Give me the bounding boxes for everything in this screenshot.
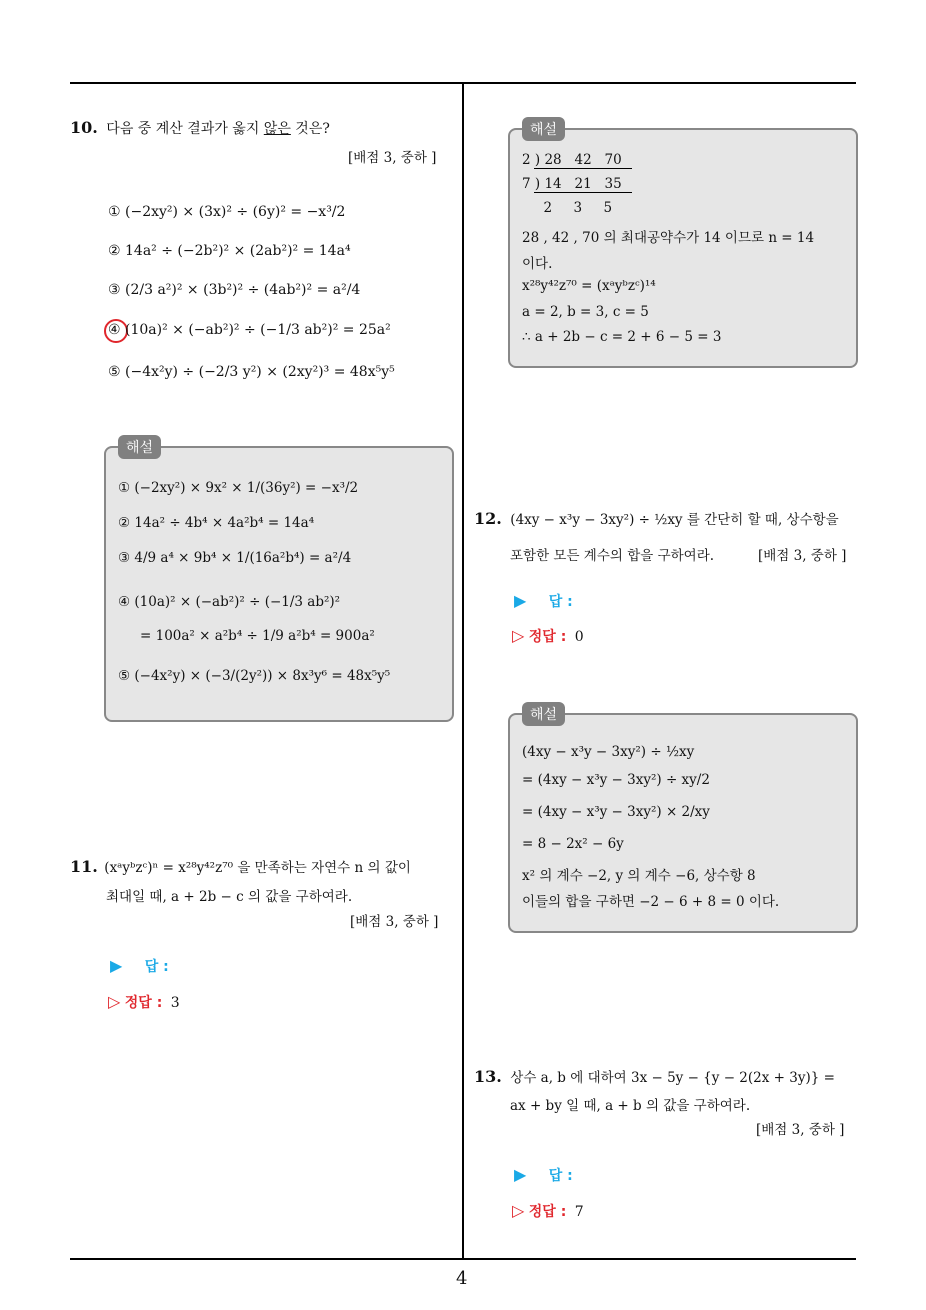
correct-value: 3 (170, 995, 180, 1011)
outline-arrow-icon: ▷ (512, 626, 525, 645)
division-line (534, 168, 632, 169)
choice-4[interactable]: ④ (10a)² × (−ab²)² ÷ (−1/3 ab²)² = 25a² (108, 322, 391, 338)
correct-value: 7 (574, 1204, 584, 1220)
score-meta: [배점 3, 중하 ] (348, 150, 437, 166)
solution-line: x²⁸y⁴²z⁷⁰ = (xᵃyᵇzᶜ)¹⁴ (522, 278, 656, 294)
question-text-line2: ax + by 일 때, a + b 의 값을 구하여라. (510, 1098, 751, 1114)
solution-tab: 해설 (522, 702, 565, 726)
choice-5[interactable]: ⑤ (−4x²y) ÷ (−2/3 y²) × (2xy²)³ = 48x⁵y⁵ (108, 364, 395, 380)
choice-1[interactable]: ① (−2xy²) × (3x)² ÷ (6y)² = −x³/2 (108, 204, 346, 220)
question-text: (xᵃyᵇzᶜ)ⁿ = x²⁸y⁴²z⁷⁰ 을 만족하는 자연수 n 의 값이 (104, 860, 411, 876)
question-10 (70, 118, 460, 138)
solution-line: = 100a² × a²b⁴ ÷ 1/9 a²b⁴ = 900a² (140, 628, 375, 644)
solution-line: x² 의 계수 −2, y 의 계수 −6, 상수항 8 (522, 868, 756, 884)
page-number: 4 (456, 1268, 468, 1289)
solution-line: a = 2, b = 3, c = 5 (522, 304, 649, 320)
correct-row (512, 1201, 584, 1221)
solution-line: = (4xy − x³y − 3xy²) ÷ xy/2 (522, 772, 710, 788)
question-number: 10. (70, 118, 98, 137)
solution-line: ⑤ (−4x²y) × (−3/(2y²)) × 8x³y⁶ = 48x⁵y⁵ (118, 668, 391, 684)
outline-arrow-icon: ▷ (108, 992, 121, 1011)
solution-line: ④ (10a)² × (−ab²)² ÷ (−1/3 ab²)² (118, 594, 341, 610)
correct-label: 정답 : (528, 629, 567, 645)
correct-label: 정답 : (124, 995, 163, 1011)
solution-line: (4xy − x³y − 3xy²) ÷ ½xy (522, 744, 695, 760)
score-meta: [배점 3, 중하 ] (350, 914, 439, 930)
answer-label: 답 : (548, 1168, 573, 1184)
column-divider (462, 82, 464, 1260)
correct-row (512, 626, 584, 646)
solution-line: 이들의 합을 구하면 −2 − 6 + 8 = 0 이다. (522, 894, 780, 910)
solution-line: = (4xy − x³y − 3xy²) × 2/xy (522, 804, 710, 820)
question-number: 11. (70, 857, 98, 876)
play-arrow-icon: ▶ (514, 591, 527, 610)
division-row: 2 ) 28 42 70 (522, 152, 622, 168)
solution-line: 28 , 42 , 70 의 최대공약수가 14 이므로 n = 14 (522, 230, 815, 246)
answer-label: 답 : (144, 959, 169, 975)
question-12 (474, 508, 864, 528)
division-row: 2 3 5 (522, 200, 613, 216)
question-number: 13. (474, 1067, 502, 1086)
question-text: (4xy − x³y − 3xy²) ÷ ½xy 를 간단히 할 때, 상수항을 (510, 512, 839, 528)
answer-row (514, 1165, 573, 1185)
question-text-line2: 포함한 모든 계수의 합을 구하여라. (510, 548, 715, 564)
solution-line: ③ 4/9 a⁴ × 9b⁴ × 1/(16a²b⁴) = a²/4 (118, 550, 352, 566)
outline-arrow-icon: ▷ (512, 1201, 525, 1220)
play-arrow-icon: ▶ (514, 1165, 527, 1184)
score-meta: [배점 3, 중하 ] (758, 548, 847, 564)
answer-row (514, 591, 573, 611)
solution-line: 이다. (522, 256, 553, 272)
division-row: 7 ) 14 21 35 (522, 176, 622, 192)
solution-tab: 해설 (118, 435, 161, 459)
choice-2[interactable]: ② 14a² ÷ (−2b²)² × (2ab²)² = 14a⁴ (108, 243, 351, 259)
solution-line: ① (−2xy²) × 9x² × 1/(36y²) = −x³/2 (118, 480, 359, 496)
question-11 (70, 856, 462, 876)
correct-label: 정답 : (528, 1204, 567, 1220)
correct-value: 0 (574, 629, 584, 645)
question-text-line2: 최대일 때, a + 2b − c 의 값을 구하여라. (106, 889, 353, 905)
choice-3[interactable]: ③ (2/3 a²)² × (3b²)² ÷ (4ab²)² = a²/4 (108, 282, 361, 298)
solution-line: = 8 − 2x² − 6y (522, 836, 624, 852)
play-arrow-icon: ▶ (110, 956, 123, 975)
score-meta: [배점 3, 중하 ] (756, 1122, 845, 1138)
answer-label: 답 : (548, 594, 573, 610)
question-13 (474, 1066, 864, 1086)
bottom-rule (70, 1258, 856, 1260)
question-number: 12. (474, 509, 502, 528)
solution-tab: 해설 (522, 117, 565, 141)
answer-row (110, 956, 169, 976)
division-line (534, 192, 632, 193)
solution-line: ② 14a² ÷ 4b⁴ × 4a²b⁴ = 14a⁴ (118, 515, 315, 531)
solution-line: ∴ a + 2b − c = 2 + 6 − 5 = 3 (522, 329, 722, 345)
question-text: 상수 a, b 에 대하여 3x − 5y − {y − 2(2x + 3y)} = (510, 1070, 835, 1086)
question-text: 다음 중 계산 결과가 옳지 않은 것은? (106, 121, 330, 137)
correct-row (108, 992, 180, 1012)
